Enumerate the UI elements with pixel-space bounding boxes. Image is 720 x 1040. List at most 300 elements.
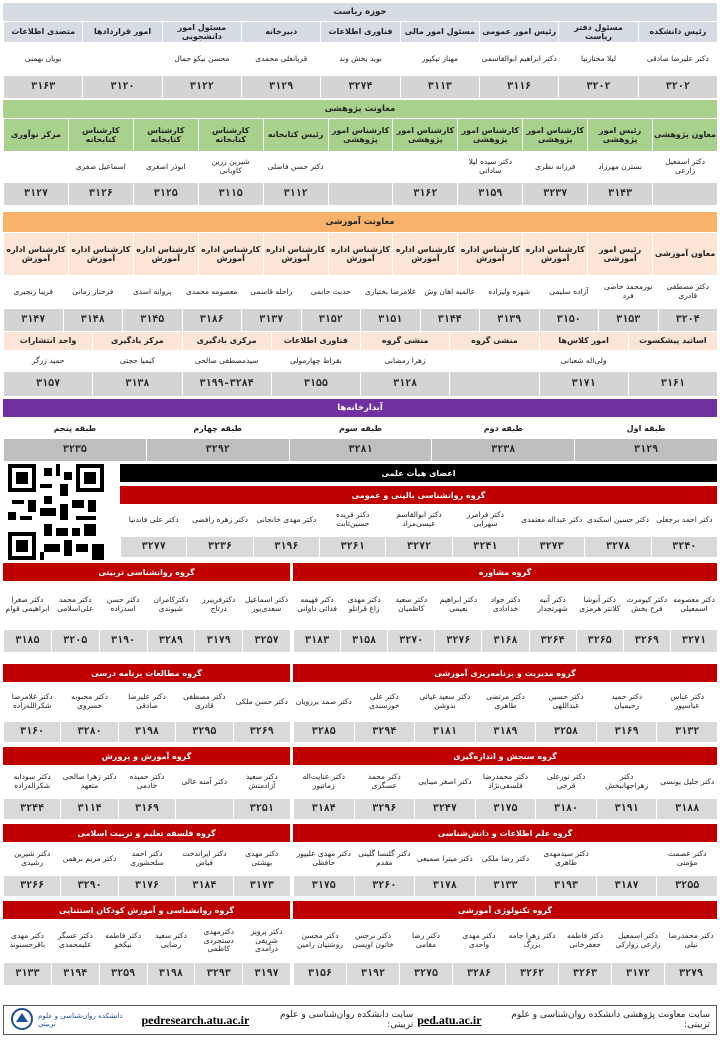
s2t-cell: کارشناس کتابخانه xyxy=(133,119,198,151)
g7n-cell: دکتر آمنه عالی xyxy=(175,767,232,797)
g5n-cell: دکتر غلامرضا شکرالله‌زاده xyxy=(3,684,60,720)
g5u-cell: ۳۲۹۵ xyxy=(175,722,232,742)
g5n-cell: دکتر حسن ملکی xyxy=(233,684,290,720)
g3u-cell: ۳۱۹۰ xyxy=(99,630,147,652)
g11n-cell: دکتر فاطمه نیکخو xyxy=(99,921,147,961)
riyasat-titles-row xyxy=(3,22,717,42)
group8-numbers xyxy=(293,876,717,896)
g10n-cell: دکتر محسن روشنیان رامین xyxy=(293,921,346,961)
s2u-cell: ۳۱۲۶ xyxy=(68,183,133,205)
g5u-cell: ۳۱۹۸ xyxy=(118,722,175,742)
s2t-cell: کارشناس امور پژوهشی xyxy=(457,119,522,151)
g1n-cell: دکتر ابوالقاسم عیسی‌مراد xyxy=(385,505,451,535)
s3n-cell: معصومه محمدی xyxy=(182,275,242,309)
g8n-cell: دکتر میترا صمیعی xyxy=(414,844,475,874)
s1u-cell: ۳۱۱۶ xyxy=(479,76,558,98)
g10u-cell: ۳۲۶۳ xyxy=(558,963,611,985)
s3t2-cell: منشی گروه xyxy=(360,332,449,350)
s3t-cell: کارشناس اداره آموزش xyxy=(328,233,393,275)
g1u-cell: ۳۲۷۳ xyxy=(518,537,584,557)
s3u2-cell: ۳۱۹۹-۳۲۸۴ xyxy=(182,372,271,396)
s2u-cell: ۳۱۲۵ xyxy=(133,183,198,205)
g10u-cell: ۳۱۷۲ xyxy=(611,963,664,985)
g8n-cell: دکتر سیدمهدی طاهری xyxy=(535,844,596,874)
s3t-cell: کارشناس اداره آموزش xyxy=(133,233,198,275)
s3u2-cell: ۳۱۶۱ xyxy=(628,372,717,396)
group1-names xyxy=(120,505,717,535)
g11u-cell: ۳۱۹۸ xyxy=(147,963,195,985)
s3u-cell: ۳۱۳۹ xyxy=(479,309,539,331)
g10n-cell: دکتر محمدرضا نیلی xyxy=(664,921,717,961)
group1-numbers xyxy=(120,537,717,557)
g7n-cell: دکتر سعید آزادمنش xyxy=(233,767,290,797)
footer xyxy=(3,1005,717,1035)
s1n-cell: دکتر علیرضا صادقی xyxy=(638,42,717,76)
g1n-cell: دکتر حسین اسکندی xyxy=(584,505,650,535)
g9u-cell: ۳۱۸۴ xyxy=(175,876,232,896)
g4n-cell: دکتر علی خورسندی xyxy=(354,684,415,720)
s3u-cell: ۳۱۵۳ xyxy=(598,309,658,331)
g1n-cell: دکتر احمد برجعلی xyxy=(651,505,717,535)
s1t-cell: رئیس دانشکده xyxy=(638,22,717,42)
s2u-cell: ۳۱۴۳ xyxy=(587,183,652,205)
group11-names xyxy=(3,921,290,961)
g2u-cell: ۳۲۷۶ xyxy=(434,630,481,652)
g2u-cell: ۳۱۸۳ xyxy=(293,630,340,652)
s2u-cell: ۳۱۲۷ xyxy=(3,183,68,205)
s1t-cell: رئیس امور عمومی xyxy=(479,22,558,42)
s3t-cell: کارشناس اداره آموزش xyxy=(68,233,133,275)
s3t-cell: معاون آموزشی xyxy=(652,233,717,275)
s2t-cell: مرکز نوآوری xyxy=(3,119,68,151)
g9n-cell: دکتر مریم برهمن xyxy=(60,844,117,874)
g10n-cell: دکتر مهدی واحدی xyxy=(452,921,505,961)
g3n-cell: دکتر حسن اسدزاده xyxy=(99,583,147,627)
g11n-cell: دکتر سعید رضایی xyxy=(147,921,195,961)
s2t-cell: کارشناس کتابخانه xyxy=(68,119,133,151)
g6u-cell: ۳۱۸۴ xyxy=(293,799,354,819)
s4u-cell: ۳۱۲۹ xyxy=(574,439,717,461)
abdarkhane-numbers-row xyxy=(3,439,717,461)
g10n-cell: دکتر نرجس خاتون اویسی xyxy=(346,921,399,961)
group3-names xyxy=(3,583,290,627)
riyasat-numbers-row xyxy=(3,76,717,98)
g2u-cell: ۳۱۶۸ xyxy=(481,630,528,652)
s3n2-cell: سیدمصطفی صالحی xyxy=(182,350,271,372)
group2-names xyxy=(293,583,717,627)
group3-numbers xyxy=(3,630,290,652)
g6n-cell: دکتر محمدرضا فلسفی‌نژاد xyxy=(475,767,536,797)
s2n-cell: اسماعیل صفری xyxy=(68,151,133,183)
s2n-cell: فرزانه نظری xyxy=(522,151,587,183)
s1u-cell: ۳۲۷۴ xyxy=(320,76,399,98)
s3n-cell: نورمحمد خاصی فرد xyxy=(598,275,658,309)
s3u2-cell xyxy=(449,372,538,396)
g4n-cell: دکتر حسین عبداللهی xyxy=(535,684,596,720)
group5-title: گروه مطالعات برنامه درسی xyxy=(3,664,290,682)
group3-title: گروه روانشناسی تربیتی xyxy=(3,563,290,581)
group2-title: گروه مشاوره xyxy=(293,563,717,581)
g1n-cell: دکتر زهره رافضی xyxy=(186,505,252,535)
g2u-cell: ۳۲۷۰ xyxy=(387,630,434,652)
g3u-cell: ۳۲۸۹ xyxy=(147,630,195,652)
s4t-cell: طبقه سوم xyxy=(289,419,432,439)
s1t-cell: مسئول دفتر ریاست xyxy=(558,22,637,42)
s1u-cell: ۳۱۲۹ xyxy=(241,76,320,98)
s3n-cell: پروانه اسدی xyxy=(122,275,182,309)
g1u-cell: ۳۲۴۰ xyxy=(651,537,717,557)
g11n-cell: دکتر پرویز شریفی درآمدی xyxy=(242,921,290,961)
s3n2-cell: کیمیا حجتی xyxy=(92,350,181,372)
s1t-cell: فناوری اطلاعات xyxy=(320,22,399,42)
s3u-cell: ۳۲۰۴ xyxy=(658,309,718,331)
g9u-cell: ۳۱۷۶ xyxy=(118,876,175,896)
s4t-cell: طبقه پنجم xyxy=(3,419,146,439)
group6-numbers xyxy=(293,799,717,819)
g10n-cell: دکتر اسمعیل زارعی زوارکی xyxy=(611,921,664,961)
s3u-cell: ۳۱۵۲ xyxy=(301,309,361,331)
s2t-cell: رئیس کتابخانه xyxy=(263,119,328,151)
s2u-cell xyxy=(652,183,717,205)
g1u-cell: ۳۲۷۷ xyxy=(120,537,186,557)
s3n-cell: غلامرضا بختیاری xyxy=(360,275,420,309)
s4u-cell: ۳۲۳۵ xyxy=(3,439,146,461)
g2u-cell: ۳۲۶۴ xyxy=(529,630,576,652)
logo-text: دانشکده روان‌شناسی و علوم تربیتی xyxy=(38,1012,123,1028)
g8u-cell: ۳۱۸۷ xyxy=(596,876,657,896)
group9-title: گروه فلسفه تعلیم و تربیت اسلامی xyxy=(3,824,290,842)
s1t-cell: مسئول امور دانشجویی xyxy=(162,22,241,42)
s3t-cell: کارشناس اداره آموزش xyxy=(263,233,328,275)
s1n-cell: نوید بخش وند xyxy=(320,42,399,76)
g6n-cell: دکتر عنایت‌اله زماتیور xyxy=(293,767,354,797)
s3t-cell: کارشناس اداره آموزش xyxy=(392,233,457,275)
g8n-cell xyxy=(596,844,657,874)
s3t2-cell: واحد انتشارات xyxy=(3,332,92,350)
amuzeshi-names-row xyxy=(3,275,717,309)
g2u-cell: ۳۲۷۱ xyxy=(670,630,717,652)
g11n-cell: دکتر مهدی باقرحسنوند xyxy=(3,921,51,961)
s3t2-cell: مرکز یادگیری xyxy=(92,332,181,350)
s3n-cell: دکتر مصطفی قادری xyxy=(658,275,718,309)
g6u-cell: ۳۱۹۱ xyxy=(596,799,657,819)
s3t-cell: کارشناس اداره آموزش xyxy=(198,233,263,275)
s2t-cell: کارشناس کتابخانه xyxy=(198,119,263,151)
s1n-cell: قربانعلی محمدی xyxy=(241,42,320,76)
s2u-cell: ۳۲۳۷ xyxy=(522,183,587,205)
s4t-cell: طبقه چهارم xyxy=(146,419,289,439)
g1n-cell: دکتر مهدی خانجانی xyxy=(253,505,319,535)
s3n2-cell xyxy=(628,350,717,372)
g6n-cell: دکتر اصغر مینایی xyxy=(414,767,475,797)
g2n-cell: دکتر سعید کاظمیان xyxy=(387,583,434,627)
group4-names xyxy=(293,684,717,720)
s2t-cell: معاون پژوهشی xyxy=(652,119,717,151)
g10u-cell: ۳۲۶۲ xyxy=(505,963,558,985)
logo-icon xyxy=(10,1007,34,1033)
s1t-cell: متصدی اطلاعات xyxy=(3,22,82,42)
s3t2-cell: فناوری اطلاعات xyxy=(271,332,360,350)
s3t-cell: کارشناس اداره آموزش xyxy=(3,233,68,275)
amuzeshi-numbers-row xyxy=(3,309,717,331)
s3n-cell: راحله قاسمی xyxy=(241,275,301,309)
g1u-cell: ۳۲۶۱ xyxy=(319,537,385,557)
pazhuheshi-numbers-row xyxy=(3,183,717,205)
s3u2-cell: ۳۱۵۵ xyxy=(271,372,360,396)
group4-numbers xyxy=(293,722,717,742)
s3n-cell: فریبا رنجبری xyxy=(3,275,63,309)
g10u-cell: ۳۲۷۵ xyxy=(399,963,452,985)
g4u-cell: ۳۱۶۹ xyxy=(596,722,657,742)
g4u-cell: ۳۲۵۸ xyxy=(535,722,596,742)
s3n2-cell: ولی‌اله شعبانی xyxy=(539,350,628,372)
s4u-cell: ۳۲۹۲ xyxy=(146,439,289,461)
group7-names xyxy=(3,767,290,797)
g7u-cell: ۳۱۱۴ xyxy=(60,799,117,819)
g7u-cell: ۳۱۶۹ xyxy=(118,799,175,819)
s3n2-cell: حمید زرگر xyxy=(3,350,92,372)
s3t-cell: کارشناس اداره آموزش xyxy=(522,233,587,275)
s1u-cell: ۳۲۰۲ xyxy=(638,76,717,98)
g2n-cell: دکتر معصومه اسمعیلی xyxy=(670,583,717,627)
group10-names xyxy=(293,921,717,961)
faculty-title: اعضای هیأت علمی xyxy=(120,464,717,482)
g2u-cell: ۳۲۶۹ xyxy=(623,630,670,652)
section-pazhuheshi-title: معاونت پژوهشی xyxy=(3,100,717,118)
riyasat-names-row xyxy=(3,42,717,76)
s2u-cell: ۳۱۱۵ xyxy=(198,183,263,205)
g6n-cell: دکتر محمد عسگری xyxy=(354,767,415,797)
g6n-cell: دکتر زهراجهانبخش xyxy=(596,767,657,797)
g7u-cell xyxy=(175,799,232,819)
g7n-cell: دکتر زهرا صالحی متعهد xyxy=(60,767,117,797)
group11-numbers xyxy=(3,963,290,985)
amuzeshi-titles-row xyxy=(3,233,717,275)
g8u-cell: ۳۱۷۵ xyxy=(293,876,354,896)
g6u-cell: ۳۱۸۰ xyxy=(535,799,596,819)
g2u-cell: ۳۲۶۵ xyxy=(576,630,623,652)
g8u-cell: ۳۱۷۸ xyxy=(414,876,475,896)
group5-numbers xyxy=(3,722,290,742)
g10n-cell: دکتر رضا مقامی xyxy=(399,921,452,961)
g9n-cell: دکتر شیرین رشیدی xyxy=(3,844,60,874)
s2t-cell: رئیس امور پژوهشی xyxy=(587,119,652,151)
g11n-cell: دکتر عسگر علیمحمدی xyxy=(51,921,99,961)
s3t-cell: رئیس امور آموزشی xyxy=(587,233,652,275)
s3u-cell: ۳۱۵۰ xyxy=(539,309,599,331)
pazhuheshi-titles-row xyxy=(3,119,717,151)
university-logo xyxy=(10,1007,141,1033)
g8n-cell: دکتر عصمت مؤمنی xyxy=(656,844,717,874)
g11u-cell: ۳۲۹۳ xyxy=(194,963,242,985)
g7u-cell: ۳۲۴۴ xyxy=(3,799,60,819)
s2n-cell: شیرین زرین کاویانی xyxy=(198,151,263,183)
amuzeshi-numbers2-row xyxy=(3,372,717,396)
g8u-cell: ۳۱۳۳ xyxy=(475,876,536,896)
s2n-cell: دکتر اسمعیل زارعی xyxy=(652,151,717,183)
s3u2-cell: ۳۱۲۸ xyxy=(360,372,449,396)
g3u-cell: ۳۲۵۷ xyxy=(242,630,290,652)
g6u-cell: ۳۲۹۶ xyxy=(354,799,415,819)
group7-title: گروه آموزش و پرورش xyxy=(3,747,290,765)
g3n-cell: دکتر اسماعیل سعدی‌پور xyxy=(242,583,290,627)
s1n-cell: مهناز تیکپور xyxy=(400,42,479,76)
g4u-cell: ۳۲۹۴ xyxy=(354,722,415,742)
s2n-cell: ابوذر اصغری xyxy=(133,151,198,183)
g3u-cell: ۳۱۸۵ xyxy=(3,630,51,652)
section-abdarkhane-title: آبدارخانه‌ها xyxy=(3,399,717,417)
s1n-cell: دکتر ابراهیم ابوالقاسمی xyxy=(479,42,558,76)
g1n-cell: دکتر علی فاتدنیا xyxy=(120,505,186,535)
s3u-cell: ۳۱۸۶ xyxy=(182,309,242,331)
g11u-cell: ۳۲۵۹ xyxy=(99,963,147,985)
g9n-cell: دکتر احمد سلحشوری xyxy=(118,844,175,874)
s3u2-cell: ۳۱۷۱ xyxy=(539,372,628,396)
g4n-cell: دکتر حمید رحیمیان xyxy=(596,684,657,720)
group5-names xyxy=(3,684,290,720)
g7n-cell: دکتر حمیده خادمی xyxy=(118,767,175,797)
g2n-cell: دکتر آنوشا کلانتر هرمزی xyxy=(576,583,623,627)
group7-numbers xyxy=(3,799,290,819)
g9n-cell: دکتر ایراندخت فیاض xyxy=(175,844,232,874)
g2n-cell: دکتر فهیمه فدائی داوانی xyxy=(293,583,340,627)
s3u-cell: ۳۱۴۷ xyxy=(3,309,63,331)
s3t2-cell: اساتید پیشکسوت xyxy=(628,332,717,350)
s3t2-cell: مرکزی بادگیری xyxy=(182,332,271,350)
g8u-cell: ۳۲۶۰ xyxy=(354,876,415,896)
s3n-cell: آزاده سلیمی xyxy=(539,275,599,309)
g9u-cell: ۳۲۹۰ xyxy=(60,876,117,896)
abdarkhane-titles-row xyxy=(3,419,717,439)
amuzeshi-names2-row xyxy=(3,350,717,372)
s3t2-cell: امور کلاس‌ها xyxy=(539,332,628,350)
s2n-cell: نسترن مهرزاد xyxy=(587,151,652,183)
g11u-cell: ۳۱۹۷ xyxy=(242,963,290,985)
g1n-cell: دکتر فرامرز سهرابی xyxy=(452,505,518,535)
footer-mid-text: سایت معاونت پژوهشی دانشکده روان‌شناسی و علوم تربیتی: xyxy=(511,1010,710,1030)
section-riyasat-title: حوزه ریاست xyxy=(3,3,717,21)
g8n-cell: دکتر مهدی علیپور حافظی xyxy=(293,844,354,874)
g3n-cell: دکترفریبرز درتاج xyxy=(194,583,242,627)
footer-links xyxy=(141,1010,710,1030)
g4n-cell: دکتر مرتضی طاهری xyxy=(475,684,536,720)
group2-numbers xyxy=(293,630,717,652)
g5u-cell: ۳۲۶۹ xyxy=(233,722,290,742)
group10-title: گروه تکنولوژی آموزشی xyxy=(293,901,717,919)
s4u-cell: ۳۲۸۱ xyxy=(289,439,432,461)
g7u-cell: ۳۲۵۱ xyxy=(233,799,290,819)
s3u-cell: ۳۱۵۱ xyxy=(360,309,420,331)
group9-names xyxy=(3,844,290,874)
s2n-cell: دکتر سیده لیلا ساداتی xyxy=(457,151,522,183)
s3n2-cell: زهرا رمضانی xyxy=(360,350,449,372)
g4u-cell: ۳۱۳۲ xyxy=(656,722,717,742)
s1u-cell: ۳۱۲۲ xyxy=(162,76,241,98)
pedresearch-link[interactable]: pedresearch.atu.ac.ir xyxy=(141,1012,250,1027)
qr-code-icon xyxy=(8,464,104,560)
s1u-cell: ۳۲۰۲ xyxy=(558,76,637,98)
g4n-cell: دکتر صمد برزویان xyxy=(293,684,354,720)
group10-numbers xyxy=(293,963,717,985)
group4-title: گروه مدیریت و برنامه‌ریزی آموزشی xyxy=(293,664,717,682)
g3n-cell: دکترکامران شیوندی xyxy=(147,583,195,627)
g10n-cell: دکتر زهرا جامه بزرگ xyxy=(505,921,558,961)
pazhuheshi-names-row xyxy=(3,151,717,183)
g4u-cell: ۳۲۸۵ xyxy=(293,722,354,742)
g8n-cell: دکتر رضا ملکی xyxy=(475,844,536,874)
group8-title: گروه علم اطلاعات و دانش‌شناسی xyxy=(293,824,717,842)
s3u2-cell: ۳۱۵۷ xyxy=(3,372,92,396)
g10u-cell: ۳۲۸۶ xyxy=(452,963,505,985)
g3n-cell: دکتر صغرا ابراهیمی قوام xyxy=(3,583,51,627)
g10u-cell: ۳۱۹۲ xyxy=(346,963,399,985)
group11-title: گروه روانشناسی و آموزش کودکان استثنایی xyxy=(3,901,290,919)
amuzeshi-titles2-row xyxy=(3,332,717,350)
s2u-cell: ۳۱۱۲ xyxy=(263,183,328,205)
g6u-cell: ۳۱۷۵ xyxy=(475,799,536,819)
g1n-cell: دکتر فریده حسین‌ثابت xyxy=(319,505,385,535)
group9-numbers xyxy=(3,876,290,896)
g6u-cell: ۳۲۴۷ xyxy=(414,799,475,819)
ped-link[interactable]: ped.atu.ac.ir xyxy=(417,1012,482,1027)
s2u-cell: ۳۱۶۲ xyxy=(392,183,457,205)
g2n-cell: دکتر جواد خدادادی xyxy=(481,583,528,627)
s2n-cell xyxy=(328,151,393,183)
g1u-cell: ۳۲۴۱ xyxy=(452,537,518,557)
s4t-cell: طبقه اول xyxy=(574,419,717,439)
g11u-cell: ۳۱۹۴ xyxy=(51,963,99,985)
group6-names xyxy=(293,767,717,797)
s1n-cell: لیلا مختارنیا xyxy=(558,42,637,76)
s1n-cell xyxy=(82,42,161,76)
s1t-cell: دبیرخانه xyxy=(241,22,320,42)
g4n-cell: دکتر سعید غیاثی ندوشن xyxy=(414,684,475,720)
s1n-cell: بویان بهمنی xyxy=(3,42,82,76)
g5u-cell: ۳۱۶۰ xyxy=(3,722,60,742)
g7n-cell: دکتر سودابه شکراله‌زاده xyxy=(3,767,60,797)
g5n-cell: دکتر علیرضا صادقی xyxy=(118,684,175,720)
g3u-cell: ۳۱۷۹ xyxy=(194,630,242,652)
s3n2-cell: بقراط چهارمولی xyxy=(271,350,360,372)
s2t-cell: کارشناس امور پژوهشی xyxy=(522,119,587,151)
s3n-cell: حدیث حاتمی xyxy=(301,275,361,309)
s1n-cell: محسن نیکو جمال xyxy=(162,42,241,76)
group6-title: گروه سنجش و اندازه‌گیری xyxy=(293,747,717,765)
s1u-cell: ۳۱۲۰ xyxy=(82,76,161,98)
s3u-cell: ۳۱۴۵ xyxy=(122,309,182,331)
g8u-cell: ۳۱۹۳ xyxy=(535,876,596,896)
s3u-cell: ۳۱۳۷ xyxy=(241,309,301,331)
s3n2-cell xyxy=(449,350,538,372)
s2n-cell: دکتر حسن فاضلی xyxy=(263,151,328,183)
s3u-cell: ۳۱۴۸ xyxy=(63,309,123,331)
s3u-cell: ۳۱۴۴ xyxy=(420,309,480,331)
g11u-cell: ۳۱۳۳ xyxy=(3,963,51,985)
s2u-cell: ۳۱۵۹ xyxy=(457,183,522,205)
g6n-cell: دکتر جلیل یونسی xyxy=(656,767,717,797)
group8-names xyxy=(293,844,717,874)
g8u-cell: ۳۲۵۵ xyxy=(656,876,717,896)
g1u-cell: ۳۲۷۸ xyxy=(584,537,650,557)
g4u-cell: ۳۱۸۱ xyxy=(414,722,475,742)
g4u-cell: ۳۱۸۹ xyxy=(475,722,536,742)
g1n-cell: دکتر عبداله معتمدی xyxy=(518,505,584,535)
group1-title: گروه روانشناسی بالینی و عمومی xyxy=(120,486,717,504)
g6u-cell: ۳۱۸۸ xyxy=(656,799,717,819)
s1u-cell: ۳۱۶۳ xyxy=(3,76,82,98)
g3u-cell: ۳۲۰۵ xyxy=(51,630,99,652)
s2t-cell: کارشناس امور پژوهشی xyxy=(328,119,393,151)
